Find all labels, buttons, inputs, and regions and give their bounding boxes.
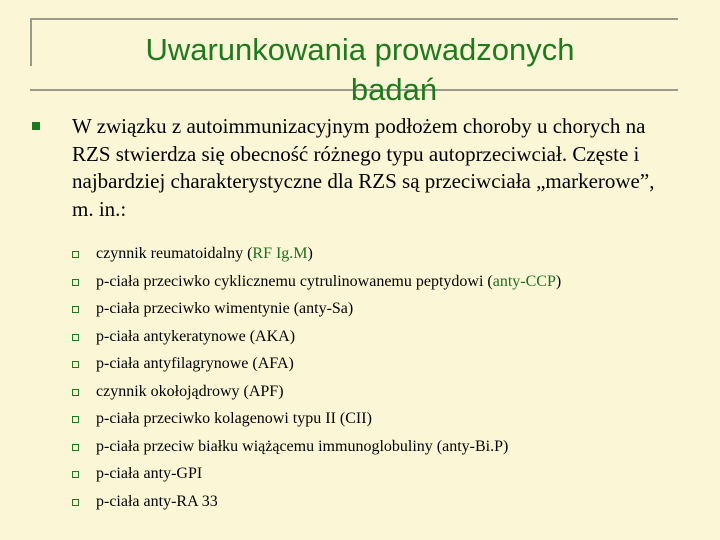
list-item-text-end: ) — [555, 272, 562, 290]
title-frame-left-line — [30, 18, 32, 66]
hollow-square-bullet-icon — [72, 361, 79, 368]
hollow-square-bullet-icon — [72, 416, 79, 423]
list-item — [72, 350, 561, 378]
hollow-square-bullet-icon — [72, 306, 79, 313]
hollow-square-bullet-icon — [72, 471, 79, 478]
list-item-text: czynnik okołojądrowy (APF) — [96, 382, 284, 400]
slide-title-line-1: Uwarunkowania prowadzonych — [145, 32, 575, 67]
hollow-square-bullet-icon — [72, 499, 79, 506]
title-frame-top-line — [30, 18, 678, 20]
antibody-list — [72, 240, 561, 515]
list-item — [72, 405, 561, 433]
hollow-square-bullet-icon — [72, 251, 79, 258]
list-item — [72, 323, 561, 351]
slide-title — [40, 30, 680, 110]
hollow-square-bullet-icon — [72, 334, 79, 341]
list-item-text-end: ) — [307, 245, 313, 262]
list-item — [72, 433, 561, 461]
list-item-highlight: RF Ig.M — [252, 245, 308, 262]
list-item — [72, 488, 561, 516]
list-item-text: czynnik reumatoidalny ( — [96, 245, 253, 262]
list-item — [72, 295, 561, 323]
hollow-square-bullet-icon — [72, 389, 79, 396]
main-paragraph: W związku z autoimmunizacyjnym podłożem choroby u chorych na RZS stwierdza się obecność różnego typu autoprzeciwciał. Częste i najbardziej charakterystyczne dla RZS są przeciwciała „markerowe”, m. in.: — [72, 114, 655, 221]
hollow-square-bullet-icon — [72, 444, 79, 451]
list-item-text: p-ciała anty-RA 33 — [96, 492, 218, 510]
list-item — [72, 268, 561, 296]
hollow-square-bullet-icon — [72, 279, 79, 286]
list-item-text: p-ciała anty-GPI — [96, 465, 203, 482]
list-item-text: p-ciała antyfilagrynowe (AFA) — [96, 355, 294, 372]
list-item-text: p-ciała przeciwko kolagenowi typu II (CII) — [96, 410, 372, 427]
list-item-text: p-ciała przeciw białku wiążącemu immunoglobuliny (anty-Bi.P) — [96, 437, 509, 455]
list-item — [72, 240, 561, 268]
list-item-text: p-ciała przeciwko wimentynie (anty-Sa) — [96, 300, 354, 317]
main-bullet-icon — [32, 122, 40, 130]
list-item-highlight: anty-CCP — [492, 272, 556, 290]
list-item — [72, 378, 561, 406]
slide-title-line-2: badań — [350, 72, 438, 107]
list-item-text: p-ciała antykeratynowe (AKA) — [96, 327, 296, 345]
list-item-text: p-ciała przeciwko cyklicznemu cytrulinowanemu peptydowi ( — [96, 272, 493, 290]
list-item — [72, 460, 561, 488]
